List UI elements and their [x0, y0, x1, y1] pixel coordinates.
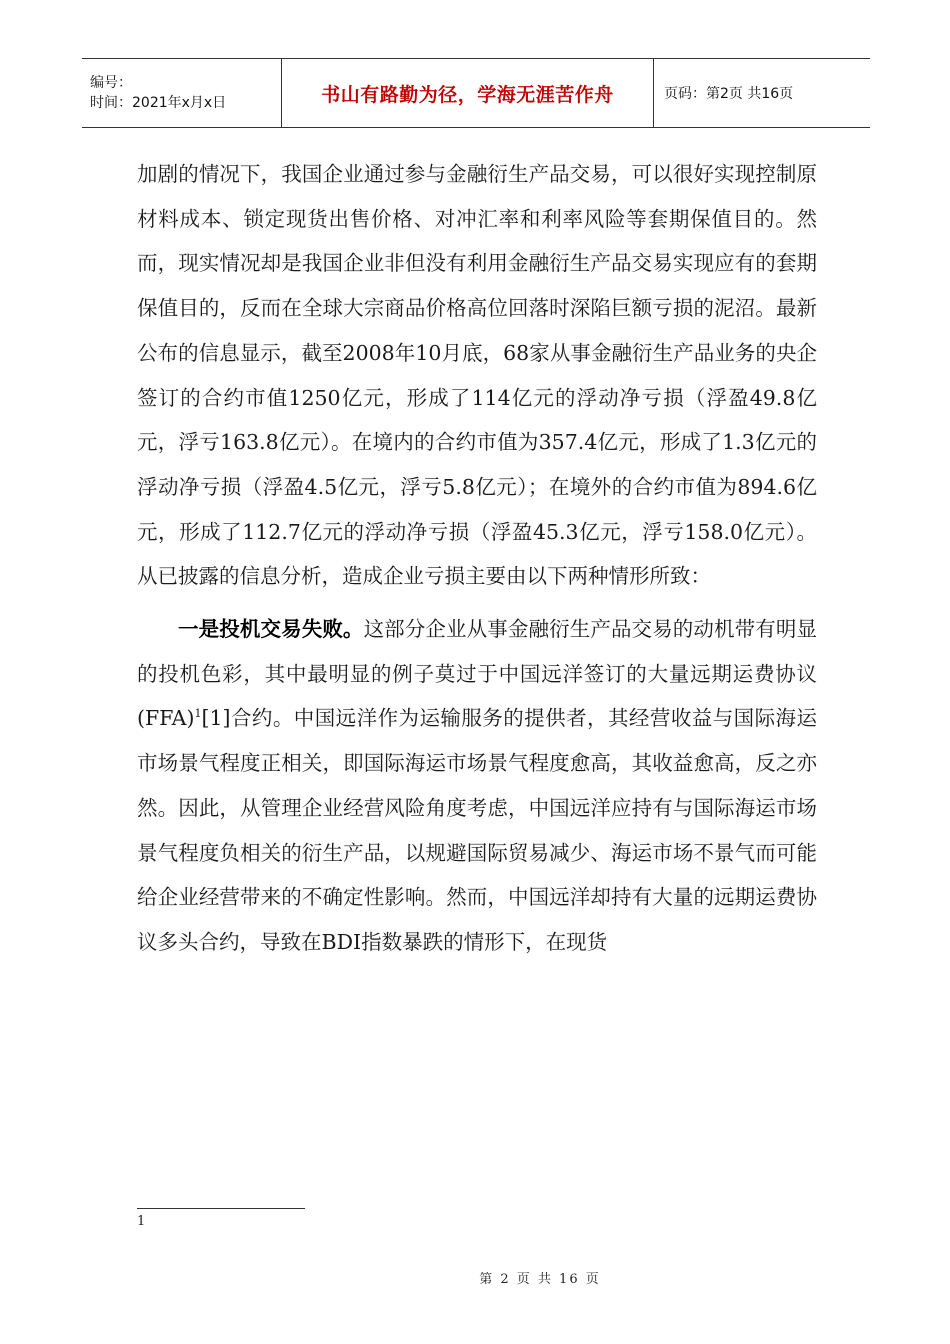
- paragraph-heading-speculation: 一是投机交易失败。: [178, 617, 364, 642]
- document-body: [137, 152, 817, 965]
- document-number-label: 编号：: [90, 75, 132, 91]
- footnote-divider: [137, 1208, 305, 1209]
- paragraph-2-text-a: 这部分企业从事金融衍生产品交易的动机带有明显的投机色彩，其中最明显的例子莫过于中国远洋签订的大量远期运费协议(FFA): [137, 617, 818, 731]
- footnote-number: 1: [137, 1214, 146, 1229]
- header-page-info: 页码：第2页 共16页: [664, 86, 794, 102]
- body-paragraph-1: 加剧的情况下，我国企业通过参与金融衍生产品交易，可以很好实现控制原材料成本、锁定现货出售价格、对冲汇率和利率风险等套期保值目的。然而，现实情况却是我国企业非但没有利用金融衍生产品交易实现应有的套期保值目的，反而在全球大宗商品价格高位回落时深陷巨额亏损的泥沼。最新公布的信息显示，截至2008年10月底，68家从事金融衍生产品业务的央企签订的合约市值1250亿元，形成了114亿元的浮动净亏损（浮盈49.8亿元，浮亏163.8亿元）。在境内的合约市值为357.4亿元，形成了1.3亿元的浮动净亏损（浮盈4.5亿元，浮亏5.8亿元）；在境外的合约市值为894.6亿元，形成了112.7亿元的浮动净亏损（浮盈45.3亿元，浮亏158.0亿元）。从已披露的信息分析，造成企业亏损主要由以下两种情形所致：: [137, 162, 817, 589]
- body-paragraph-2: [137, 607, 817, 965]
- page-header: [82, 58, 870, 128]
- header-meta: [82, 59, 282, 127]
- header-motto: 书山有路勤为径，学海无涯苦作舟: [282, 59, 654, 127]
- paragraph-2-text-b: [1]合约。中国远洋作为运输服务的提供者，其经营收益与国际海运市场景气程度正相关，即国际海运市场景气程度愈高，其收益愈高，反之亦然。因此，从管理企业经营风险角度考虑，中国远洋应持有与国际海运市场景气程度负相关的衍生产品，以规避国际贸易减少、海运市场不景气而可能给企业经营带来的不确定性影响。然而，中国远洋却持有大量的远期运费协议多头合约，导致在BDI指数暴跌的情形下，在现货: [137, 706, 817, 954]
- page-footer-number: 第 2 页 共 16 页: [479, 1272, 601, 1287]
- footnote-reference[interactable]: 1: [194, 707, 202, 721]
- document-date: 时间：2021年x月x日: [90, 95, 227, 111]
